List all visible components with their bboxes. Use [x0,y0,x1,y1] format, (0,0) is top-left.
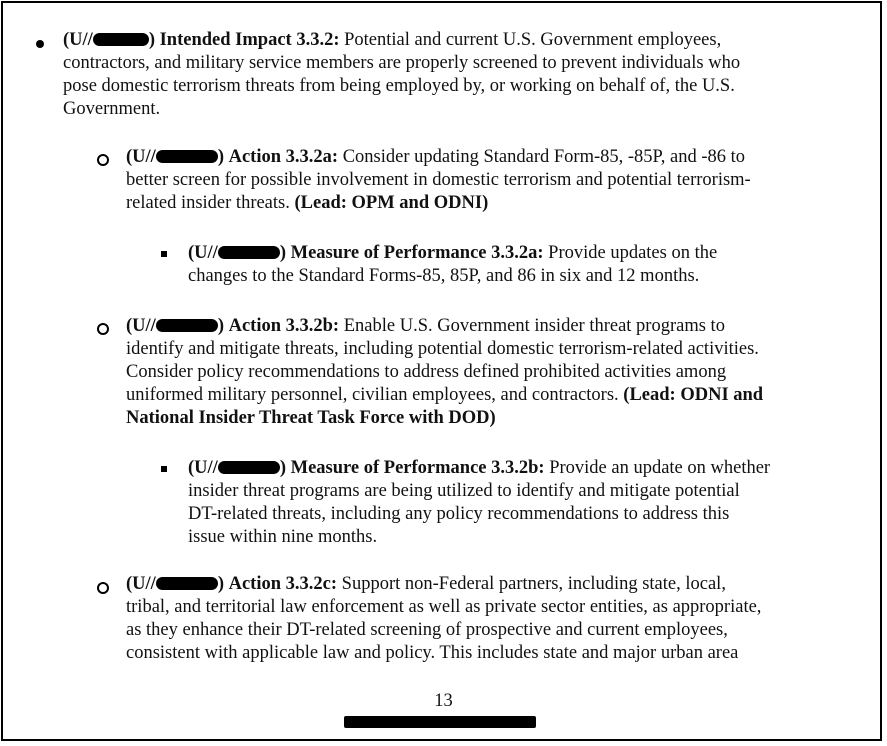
action-332b-line-3: Consider policy recommendations to address defined prohibited activities among [126,362,727,382]
text-run: Support non-Federal partners, including state, local, [337,574,726,594]
classification-open: (U// [188,243,218,263]
text-run: uniformed military personnel, civilian employees, and contractors. [126,385,624,405]
footer-classification-redaction [344,716,536,728]
action-332a-line-3 [126,192,488,215]
document-page [1,1,882,741]
measure-332a-line-1 [188,242,717,265]
action-332b-line-1 [126,315,725,338]
text-run: related insider threats. [126,193,295,213]
intended-impact-line-3: pose domestic terrorism threats from being employed by, or working on behalf of, the U.S. [63,76,735,96]
lead-note: (Lead: ODNI and [623,385,764,405]
bullet-circle-icon [97,154,109,166]
redaction-block [156,150,218,163]
action-332c-line-2: tribal, and territorial law enforcement as well as private sector entities, as appropriate, [126,597,762,617]
text-run: Provide updates on the [543,243,718,263]
measure-332a-title: Measure of Performance 3.3.2a: [290,243,544,263]
measure-332a-line-2: changes to the Standard Forms-85, 85P, and 86 in six and 12 months. [188,266,700,286]
classification-open: (U// [126,147,156,167]
lead-note: (Lead: OPM and ODNI) [294,193,489,213]
bullet-circle-icon [97,582,109,594]
intended-impact-line-4: Government. [63,99,161,119]
intended-impact-title: Intended Impact 3.3.2: [159,30,340,50]
redaction-block [156,319,218,332]
page-number: 13 [434,691,453,711]
action-332b-title: Action 3.3.2b: [228,316,340,336]
bullet-circle-icon [97,323,109,335]
redaction-block [218,461,280,474]
intended-impact-line-1 [63,29,721,52]
measure-332b-line-1 [188,457,770,480]
classification-close: ) [217,316,224,336]
action-332c-line-4: consistent with applicable law and policy. This includes state and major urban area [126,643,739,663]
action-332b-line-5: National Insider Threat Task Force with DOD) [126,408,496,428]
action-332c-line-3: as they enhance their DT-related screening of prospective and current employees, [126,620,728,640]
classification-open: (U// [126,316,156,336]
action-332b-line-4 [126,384,763,407]
redaction-block [93,33,149,46]
bullet-square-icon [161,466,167,472]
classification-close: ) [217,147,224,167]
redaction-block [218,246,280,259]
measure-332b-line-2: insider threat programs are being utilized to identify and mitigate potential [188,481,740,501]
bullet-square-icon [161,251,167,257]
text-run: Enable U.S. Government insider threat programs to [339,316,725,336]
classification-close: ) [279,458,286,478]
measure-332b-line-4: issue within nine months. [188,527,378,547]
text-run: Provide an update on whether [544,458,771,478]
action-332a-line-1 [126,146,745,169]
redaction-block [156,577,218,590]
intended-impact-line-2: contractors, and military service members are properly screened to prevent individuals who [63,53,741,73]
classification-close: ) [279,243,286,263]
action-332b-line-2: identify and mitigate threats, including potential domestic terrorism-related activities. [126,339,759,359]
action-332c-title: Action 3.3.2c: [228,574,338,594]
measure-332b-title: Measure of Performance 3.3.2b: [290,458,545,478]
classification-open: (U// [126,574,156,594]
bullet-disc-icon [36,40,44,48]
classification-open: (U// [188,458,218,478]
text-run: Potential and current U.S. Government employees, [339,30,722,50]
action-332a-title: Action 3.3.2a: [228,147,339,167]
action-332c-line-1 [126,573,726,596]
classification-close: ) [148,30,155,50]
classification-close: ) [217,574,224,594]
measure-332b-line-3: DT-related threats, including any policy recommendations to address this [188,504,730,524]
classification-open: (U// [63,30,93,50]
action-332a-line-2: better screen for possible involvement in domestic terrorism and potential terrorism- [126,170,751,190]
text-run: Consider updating Standard Form-85, -85P, and -86 to [338,147,746,167]
